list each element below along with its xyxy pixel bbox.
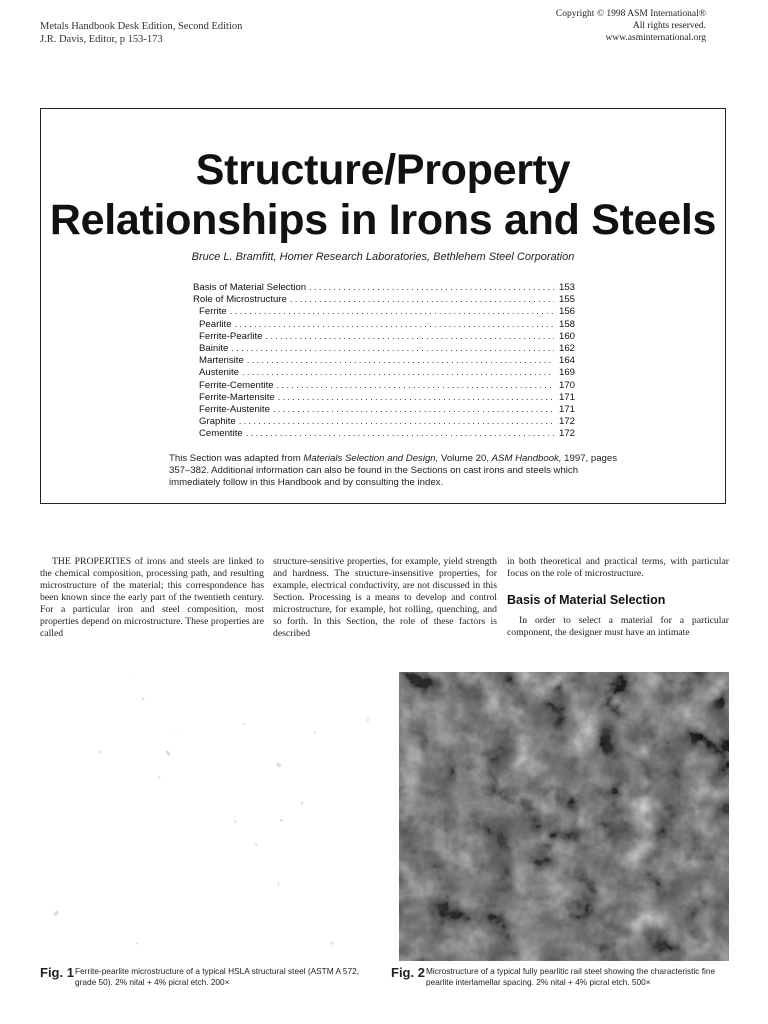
toc-entry-page: 162 (558, 342, 575, 354)
toc-entry[interactable] (193, 392, 575, 404)
page-title (41, 145, 725, 245)
toc-entry-page: 172 (558, 416, 575, 428)
toc-entry-label: Ferrite (199, 306, 227, 318)
copyright-line-1: Copyright © 1998 ASM International® (555, 9, 706, 19)
title-box (40, 108, 726, 504)
citation-line-2: J.R. Davis, Editor, p 153-173 (40, 34, 163, 45)
copyright-line-2: All rights reserved. (632, 21, 706, 31)
note-italic-1: Materials Selection and Design, (303, 453, 439, 464)
toc-dot-leader (290, 294, 554, 306)
toc-entry[interactable] (193, 404, 575, 416)
figure-2-micrograph (399, 672, 729, 961)
toc-entry-label: Graphite (199, 416, 236, 428)
toc-dot-leader (239, 416, 554, 428)
toc-entry-page: 170 (558, 379, 575, 391)
toc-entry-page: 172 (558, 428, 575, 440)
note-italic-2: ASM Handbook, (491, 453, 562, 464)
toc-entry-label: Martensite (199, 355, 244, 367)
author-line: Bruce L. Bramfitt, Homer Research Laboratories, Bethlehem Steel Corporation (191, 251, 575, 263)
figure-2-caption-text: Microstructure of a typical fully pearlitic rail steel showing the characteristic fine pearlite interlamellar spacing. 2% nital + 4% picral etch. 500× (426, 966, 716, 987)
source-citation (40, 20, 242, 46)
body-paragraph-4: In order to select a material for a particular component, the designer must have an intimate (507, 615, 729, 638)
title-line-2: Relationships in Irons and Steels (49, 196, 717, 244)
toc-dot-leader (309, 282, 554, 294)
toc-entry-page: 156 (558, 306, 575, 318)
note-text-3: 1997, pages 357–382. Additional information can also be found in the Sections on cast irons and steels which immediately follow in this Handbook and by consulting the index. (169, 453, 617, 488)
toc-entry[interactable] (193, 282, 575, 294)
toc-entry-label: Pearlite (199, 318, 232, 330)
toc-dot-leader (265, 331, 554, 343)
toc-entry[interactable] (193, 319, 575, 331)
toc-entry-label: Bainite (199, 342, 229, 354)
toc-entry[interactable] (193, 428, 575, 440)
toc-entry[interactable] (193, 306, 575, 318)
intro-paragraph: THE PROPERTIES of irons and steels are linked to the chemical composition, processing path, and resulting microstructure of the material; this correspondence has been known since the early part of the twentieth century. For a particular iron and steel composition, most properties depend on microstructure. These properties are called (40, 556, 264, 639)
toc-entry[interactable] (193, 343, 575, 355)
title-line-1: Structure/Property (195, 146, 571, 194)
toc-entry[interactable] (193, 416, 575, 428)
toc-dot-leader (273, 404, 554, 416)
toc-entry[interactable] (193, 367, 575, 379)
figure-1-label: Fig. 1 (40, 965, 74, 980)
toc-entry[interactable] (193, 331, 575, 343)
body-paragraph-2: structure-sensitive properties, for example, yield strength and hardness. The structure-insensitive properties, for example, electrical conductivity, are not discussed in this Section. Processing is a means to develop and control microstructure, for example, hot rolling, quenching, and so forth. In this Section, the role of these factors is described (273, 556, 497, 639)
note-text-2: Volume 20, (438, 453, 492, 464)
toc-entry-page: 164 (558, 355, 575, 367)
toc-dot-leader (235, 319, 554, 331)
toc-entry-label: Ferrite-Cementite (199, 379, 274, 391)
copyright-url[interactable]: www.asminternational.org (605, 33, 706, 43)
toc-entry[interactable] (193, 355, 575, 367)
toc-entry-page: 171 (558, 391, 575, 403)
toc-entry-page: 158 (558, 318, 575, 330)
figure-1-micrograph (40, 672, 371, 961)
figure-1-caption-text: Ferrite-pearlite microstructure of a typical HSLA structural steel (ASTM A 572, grade 50). 2% nital + 4% picral etch. 200× (75, 966, 360, 987)
toc-entry-label: Ferrite-Pearlite (199, 330, 263, 342)
toc-entry-label: Role of Microstructure (193, 294, 287, 306)
toc-entry[interactable] (193, 294, 575, 306)
toc-entry-label: Ferrite-Martensite (199, 391, 275, 403)
toc-entry-label: Basis of Material Selection (193, 282, 307, 293)
table-of-contents (193, 282, 575, 440)
body-column-3 (507, 556, 729, 639)
note-text-1: This Section was adapted from (169, 453, 304, 464)
toc-dot-leader (277, 380, 554, 392)
section-heading: Basis of Material Selection (507, 593, 666, 607)
toc-entry-label: Cementite (199, 428, 243, 440)
adaptation-note (169, 453, 619, 489)
toc-dot-leader (231, 343, 554, 355)
toc-entry[interactable] (193, 380, 575, 392)
toc-dot-leader (230, 306, 554, 318)
toc-entry-page: 171 (558, 403, 575, 415)
citation-line-1: Metals Handbook Desk Edition, Second Edition (40, 21, 243, 32)
toc-dot-leader (278, 392, 554, 404)
toc-dot-leader (247, 355, 554, 367)
body-paragraph-3: in both theoretical and practical terms, with particular focus on the role of microstructure. (507, 556, 729, 579)
toc-entry-page: 160 (558, 330, 575, 342)
toc-entry-page: 155 (558, 294, 575, 306)
body-column-2 (273, 556, 497, 640)
toc-entry-label: Austenite (199, 367, 240, 379)
toc-dot-leader (246, 428, 554, 440)
figure-2-label: Fig. 2 (391, 965, 425, 980)
toc-dot-leader (242, 367, 554, 379)
toc-entry-label: Ferrite-Austenite (199, 403, 270, 415)
toc-entry-page: 169 (558, 367, 575, 379)
body-column-1 (40, 556, 264, 640)
copyright-notice (556, 8, 706, 44)
toc-entry-page: 153 (558, 282, 575, 293)
